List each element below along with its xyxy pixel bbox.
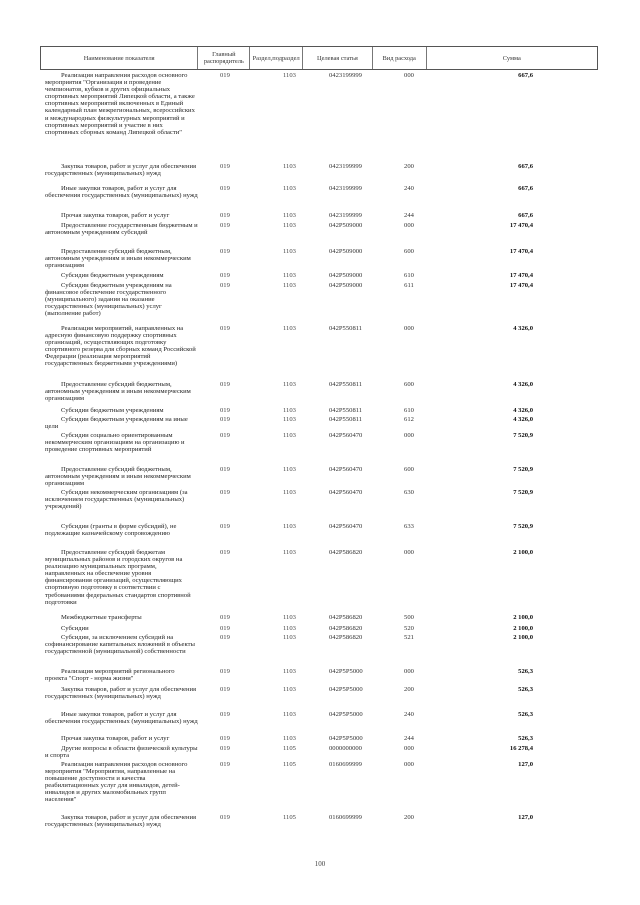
row-grbs: 019 xyxy=(220,325,230,332)
row-section: 1103 xyxy=(283,222,296,229)
row-exptype: 633 xyxy=(404,523,414,530)
row-section: 1103 xyxy=(283,625,296,632)
row-name: Реализация мероприятий регионального проекта "Спорт - норма жизни" xyxy=(45,668,175,683)
row-sum: 127,0 xyxy=(518,761,533,768)
row-grbs: 019 xyxy=(220,248,230,255)
row-sum: 526,3 xyxy=(518,735,533,742)
row-name: Субсидии бюджетным учреждениям xyxy=(61,272,164,279)
row-section: 1103 xyxy=(283,523,296,530)
row-target: 042P586820 xyxy=(329,634,363,641)
header-section: Раздел,подраздел xyxy=(250,47,303,69)
row-sum: 667,6 xyxy=(518,72,533,79)
row-name: Прочая закупка товаров, работ и услуг xyxy=(61,212,170,219)
row-exptype: 612 xyxy=(404,416,414,423)
row-name: Предоставление субсидий бюджетным, автономным учреждениям и иным некоммерческим организациям xyxy=(45,248,191,270)
row-target: 042P586820 xyxy=(329,614,363,621)
row-target: 0423199999 xyxy=(329,163,362,170)
row-sum: 526,3 xyxy=(518,668,533,675)
row-name: Закупка товаров, работ и услуг для обеспечения государственных (муниципальных) нужд xyxy=(45,163,197,178)
row-section: 1103 xyxy=(283,668,296,675)
row-grbs: 019 xyxy=(220,814,230,821)
row-grbs: 019 xyxy=(220,489,230,496)
row-sum: 2 100,0 xyxy=(513,614,533,621)
row-exptype: 240 xyxy=(404,185,414,192)
row-target: 042P560470 xyxy=(329,523,363,530)
row-target: 0423199999 xyxy=(329,185,362,192)
row-section: 1103 xyxy=(283,549,296,556)
row-target: 042P509000 xyxy=(329,282,363,289)
row-section: 1103 xyxy=(283,489,296,496)
row-section: 1103 xyxy=(283,72,296,79)
row-section: 1103 xyxy=(283,634,296,641)
row-name: Предоставление государственным бюджетным и автономным учреждениям субсидий xyxy=(45,222,198,237)
page-number: 100 xyxy=(314,860,326,868)
row-exptype: 200 xyxy=(404,814,414,821)
row-target: 042P586820 xyxy=(329,625,363,632)
row-grbs: 019 xyxy=(220,212,230,219)
table-header xyxy=(40,46,598,70)
row-exptype: 000 xyxy=(404,72,414,79)
row-exptype: 520 xyxy=(404,625,414,632)
row-section: 1103 xyxy=(283,416,296,423)
row-name: Реализация направления расходов основного мероприятия "Организация и проведение чемпионатов, кубков и других официальных спортивных мероприятий Липецкой области, а также спортивных мероприятий включенных в Единый календарный план межрегиональных, всероссийских и международных физкультурных мероприятий и спортивных мероприятий и участие в них спортивных сборных команд Липецкой области" xyxy=(45,72,195,136)
row-name: Субсидии бюджетным учреждениям на иные цели xyxy=(45,416,188,431)
row-section: 1103 xyxy=(283,432,296,439)
row-target: 042P550811 xyxy=(329,381,363,388)
row-grbs: 019 xyxy=(220,72,230,79)
row-grbs: 019 xyxy=(220,466,230,473)
row-name: Иные закупки товаров, работ и услуг для обеспечения государственных (муниципальных) нужд xyxy=(45,185,198,200)
row-exptype: 600 xyxy=(404,466,414,473)
row-grbs: 019 xyxy=(220,686,230,693)
row-exptype: 240 xyxy=(404,711,414,718)
row-exptype: 500 xyxy=(404,614,414,621)
row-name: Предоставление субсидий бюджетным, автономным учреждениям и иным некоммерческим организациям xyxy=(45,466,191,488)
row-name: Субсидии бюджетным учреждениям xyxy=(61,407,164,414)
row-name: Субсидии бюджетным учреждениям на финансовое обеспечение государственного (муниципального) задания на оказание государственных (муниципальных) услуг (выполнение работ) xyxy=(45,282,172,318)
row-section: 1103 xyxy=(283,466,296,473)
row-grbs: 019 xyxy=(220,625,230,632)
row-grbs: 019 xyxy=(220,735,230,742)
row-name: Прочая закупка товаров, работ и услуг xyxy=(61,735,170,742)
row-sum: 16 278,4 xyxy=(509,745,533,752)
header-target: Целевая статья xyxy=(303,47,373,69)
row-target: 042P560470 xyxy=(329,466,363,473)
row-sum: 2 100,0 xyxy=(513,634,533,641)
row-grbs: 019 xyxy=(220,634,230,641)
row-exptype: 000 xyxy=(404,325,414,332)
row-grbs: 019 xyxy=(220,381,230,388)
row-name: Субсидии xyxy=(61,625,89,632)
row-sum: 667,6 xyxy=(518,163,533,170)
row-name: Закупка товаров, работ и услуг для обеспечения государственных (муниципальных) нужд xyxy=(45,814,197,829)
row-exptype: 000 xyxy=(404,549,414,556)
row-target: 042P5P5000 xyxy=(329,735,363,742)
row-exptype: 000 xyxy=(404,745,414,752)
row-sum: 667,6 xyxy=(518,185,533,192)
row-section: 1103 xyxy=(283,735,296,742)
row-section: 1103 xyxy=(283,185,296,192)
row-section: 1103 xyxy=(283,282,296,289)
row-sum: 2 100,0 xyxy=(513,549,533,556)
row-target: 0423199999 xyxy=(329,212,362,219)
row-name: Субсидии некоммерческим организациям (за исключением государственных (муниципальных) учреждений) xyxy=(45,489,188,511)
row-exptype: 000 xyxy=(404,222,414,229)
row-section: 1103 xyxy=(283,325,296,332)
row-sum: 7 520,9 xyxy=(513,432,533,439)
row-exptype: 200 xyxy=(404,163,414,170)
row-sum: 526,3 xyxy=(518,711,533,718)
row-section: 1103 xyxy=(283,248,296,255)
row-name: Реализация мероприятий, направленных на адресную финансовую поддержку спортивных организаций, осуществляющих подготовку спортивного резерва для сборных команд Российской Федерации (реализация мероприятий государственных бюджетными учреждениями) xyxy=(45,325,196,368)
row-grbs: 019 xyxy=(220,185,230,192)
row-target: 042P550811 xyxy=(329,407,363,414)
row-target: 042P509000 xyxy=(329,248,363,255)
row-grbs: 019 xyxy=(220,432,230,439)
row-grbs: 019 xyxy=(220,523,230,530)
row-target: 042P5P5000 xyxy=(329,686,363,693)
row-grbs: 019 xyxy=(220,668,230,675)
row-sum: 667,6 xyxy=(518,212,533,219)
row-grbs: 019 xyxy=(220,745,230,752)
row-name: Межбюджетные трансферты xyxy=(61,614,142,621)
row-grbs: 019 xyxy=(220,407,230,414)
row-section: 1103 xyxy=(283,686,296,693)
row-sum: 526,3 xyxy=(518,686,533,693)
row-exptype: 630 xyxy=(404,489,414,496)
row-sum: 17 470,4 xyxy=(509,272,533,279)
row-grbs: 019 xyxy=(220,711,230,718)
row-section: 1103 xyxy=(283,163,296,170)
row-exptype: 611 xyxy=(404,282,414,289)
header-exptype: Вид расхода xyxy=(373,47,427,69)
row-section: 1103 xyxy=(283,407,296,414)
row-sum: 17 470,4 xyxy=(509,248,533,255)
row-target: 042P560470 xyxy=(329,489,363,496)
row-sum: 17 470,4 xyxy=(509,282,533,289)
row-target: 042P509000 xyxy=(329,222,363,229)
row-section: 1103 xyxy=(283,711,296,718)
row-name: Закупка товаров, работ и услуг для обеспечения государственных (муниципальных) нужд xyxy=(45,686,197,701)
row-exptype: 610 xyxy=(404,407,414,414)
row-section: 1103 xyxy=(283,614,296,621)
row-name: Субсидии, за исключением субсидий на софинансирование капитальных вложений в объекты государственной (муниципальной) собственности xyxy=(45,634,195,656)
row-sum: 4 326,0 xyxy=(513,416,533,423)
row-target: 042P586820 xyxy=(329,549,363,556)
row-name: Предоставление субсидий бюджетам муниципальных районов и городских округов на реализацию муниципальных программ, направленных на обеспечение уровня финансирования организаций, осуществляющих спортивную подготовку в соответствии с требованиями федеральных стандартов спортивной подготовки xyxy=(45,549,191,606)
row-grbs: 019 xyxy=(220,163,230,170)
row-grbs: 019 xyxy=(220,761,230,768)
row-grbs: 019 xyxy=(220,416,230,423)
row-sum: 7 520,9 xyxy=(513,489,533,496)
row-sum: 4 326,0 xyxy=(513,407,533,414)
header-sum: Сумма xyxy=(502,54,521,62)
row-target: 042P560470 xyxy=(329,432,363,439)
row-exptype: 521 xyxy=(404,634,414,641)
row-section: 1103 xyxy=(283,212,296,219)
row-section: 1105 xyxy=(283,745,296,752)
row-grbs: 019 xyxy=(220,272,230,279)
row-exptype: 600 xyxy=(404,381,414,388)
row-name: Другие вопросы в области физической культуры и спорта xyxy=(45,745,198,760)
row-sum: 7 520,9 xyxy=(513,466,533,473)
row-target: 0160699999 xyxy=(329,814,362,821)
row-exptype: 600 xyxy=(404,248,414,255)
row-sum: 127,0 xyxy=(518,814,533,821)
row-sum: 7 520,9 xyxy=(513,523,533,530)
row-target: 0160699999 xyxy=(329,761,362,768)
row-sum: 2 100,0 xyxy=(513,625,533,632)
row-sum: 17 470,4 xyxy=(509,222,533,229)
row-target: 0000000000 xyxy=(329,745,362,752)
row-exptype: 000 xyxy=(404,432,414,439)
row-target: 042P5P5000 xyxy=(329,711,363,718)
row-section: 1103 xyxy=(283,381,296,388)
row-exptype: 244 xyxy=(404,735,414,742)
row-target: 042P550811 xyxy=(329,325,363,332)
header-name: Наименование показателя xyxy=(41,47,198,69)
row-section: 1105 xyxy=(283,761,296,768)
row-name: Предоставление субсидий бюджетным, автономным учреждениям и иным некоммерческим организациям xyxy=(45,381,191,403)
row-exptype: 000 xyxy=(404,668,414,675)
row-exptype: 244 xyxy=(404,212,414,219)
row-grbs: 019 xyxy=(220,282,230,289)
row-grbs: 019 xyxy=(220,614,230,621)
row-section: 1105 xyxy=(283,814,296,821)
row-target: 042P509000 xyxy=(329,272,363,279)
row-target: 0423199999 xyxy=(329,72,362,79)
row-sum: 4 326,0 xyxy=(513,381,533,388)
row-grbs: 019 xyxy=(220,222,230,229)
row-name: Субсидии социально ориентированным некоммерческим организациям на организацию и проведение спортивных мероприятий xyxy=(45,432,185,454)
row-exptype: 610 xyxy=(404,272,414,279)
row-sum: 4 326,0 xyxy=(513,325,533,332)
row-name: Субсидии (гранты в форме субсидий), не подлежащие казначейскому сопровождению xyxy=(45,523,177,538)
row-section: 1103 xyxy=(283,272,296,279)
row-name: Иные закупки товаров, работ и услуг для обеспечения государственных (муниципальных) нужд xyxy=(45,711,198,726)
row-name: Реализация направления расходов основного мероприятия "Мероприятия, направленные на повышение доступности и качества реабилитационных услуг для инвалидов, детей-инвалидов и других маломобильных групп населения" xyxy=(45,761,188,804)
header-grbs: Главный распорядитель xyxy=(198,47,250,69)
row-target: 042P550811 xyxy=(329,416,363,423)
row-target: 042P5P5000 xyxy=(329,668,363,675)
row-grbs: 019 xyxy=(220,549,230,556)
row-exptype: 200 xyxy=(404,686,414,693)
row-exptype: 000 xyxy=(404,761,414,768)
